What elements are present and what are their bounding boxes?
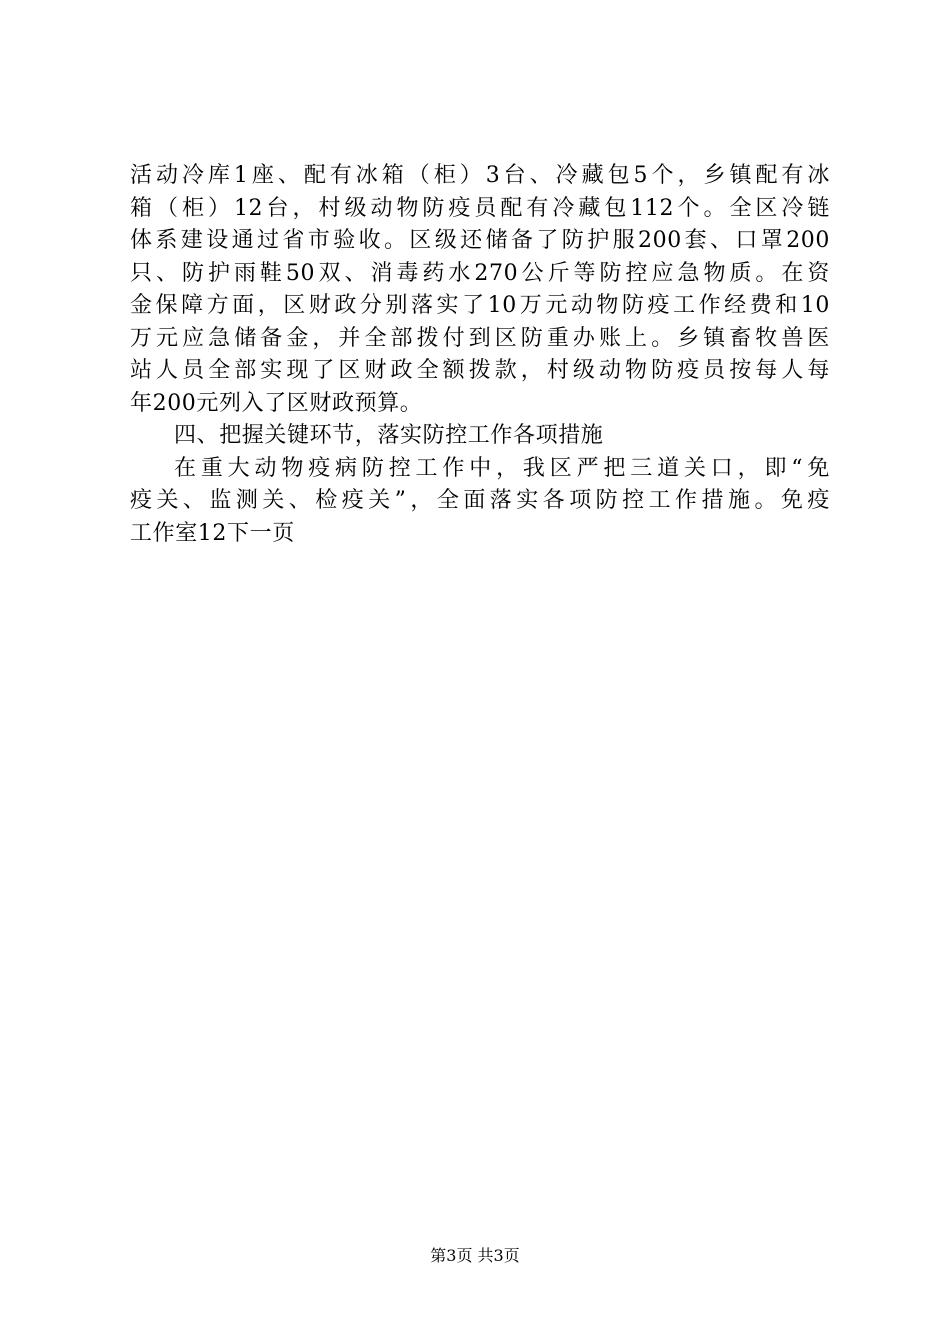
- paragraph-line: 体系建设通过省市验收。区级还储备了防护服200套、口罩200: [130, 228, 830, 253]
- paragraph-line: 只、防护雨鞋50双、消毒药水270公斤等防控应急物质。在资: [130, 260, 830, 286]
- paragraph-line: 万元应急储备金，并全部拨付到区防重办账上。乡镇畜牧兽医: [130, 325, 830, 351]
- paragraph-line: 工作室12下一页: [130, 520, 295, 546]
- paragraph-line: 金保障方面，区财政分别落实了10万元动物防疫工作经费和10: [130, 293, 830, 318]
- paragraph-line: 站人员全部实现了区财政全额拨款，村级动物防疫员按每人每: [130, 358, 830, 383]
- document-body: [130, 160, 830, 550]
- section-heading: 四、把握关键环节，落实防控工作各项措施: [174, 423, 604, 448]
- paragraph-line: 年200元列入了区财政预算。: [130, 390, 423, 416]
- paragraph-line: 疫关、监测关、检疫关”，全面落实各项防控工作措施。免疫: [130, 488, 830, 513]
- paragraph-line: 箱（柜）12台，村级动物防疫员配有冷藏包112个。全区冷链: [130, 195, 830, 221]
- paragraph-line: 活动冷库1座、配有冰箱（柜）3台、冷藏包5个，乡镇配有冰: [130, 163, 830, 188]
- page-footer: 第3页 共3页: [430, 1246, 520, 1265]
- paragraph-line: 在重大动物疫病防控工作中，我区严把三道关口，即“免: [174, 455, 830, 481]
